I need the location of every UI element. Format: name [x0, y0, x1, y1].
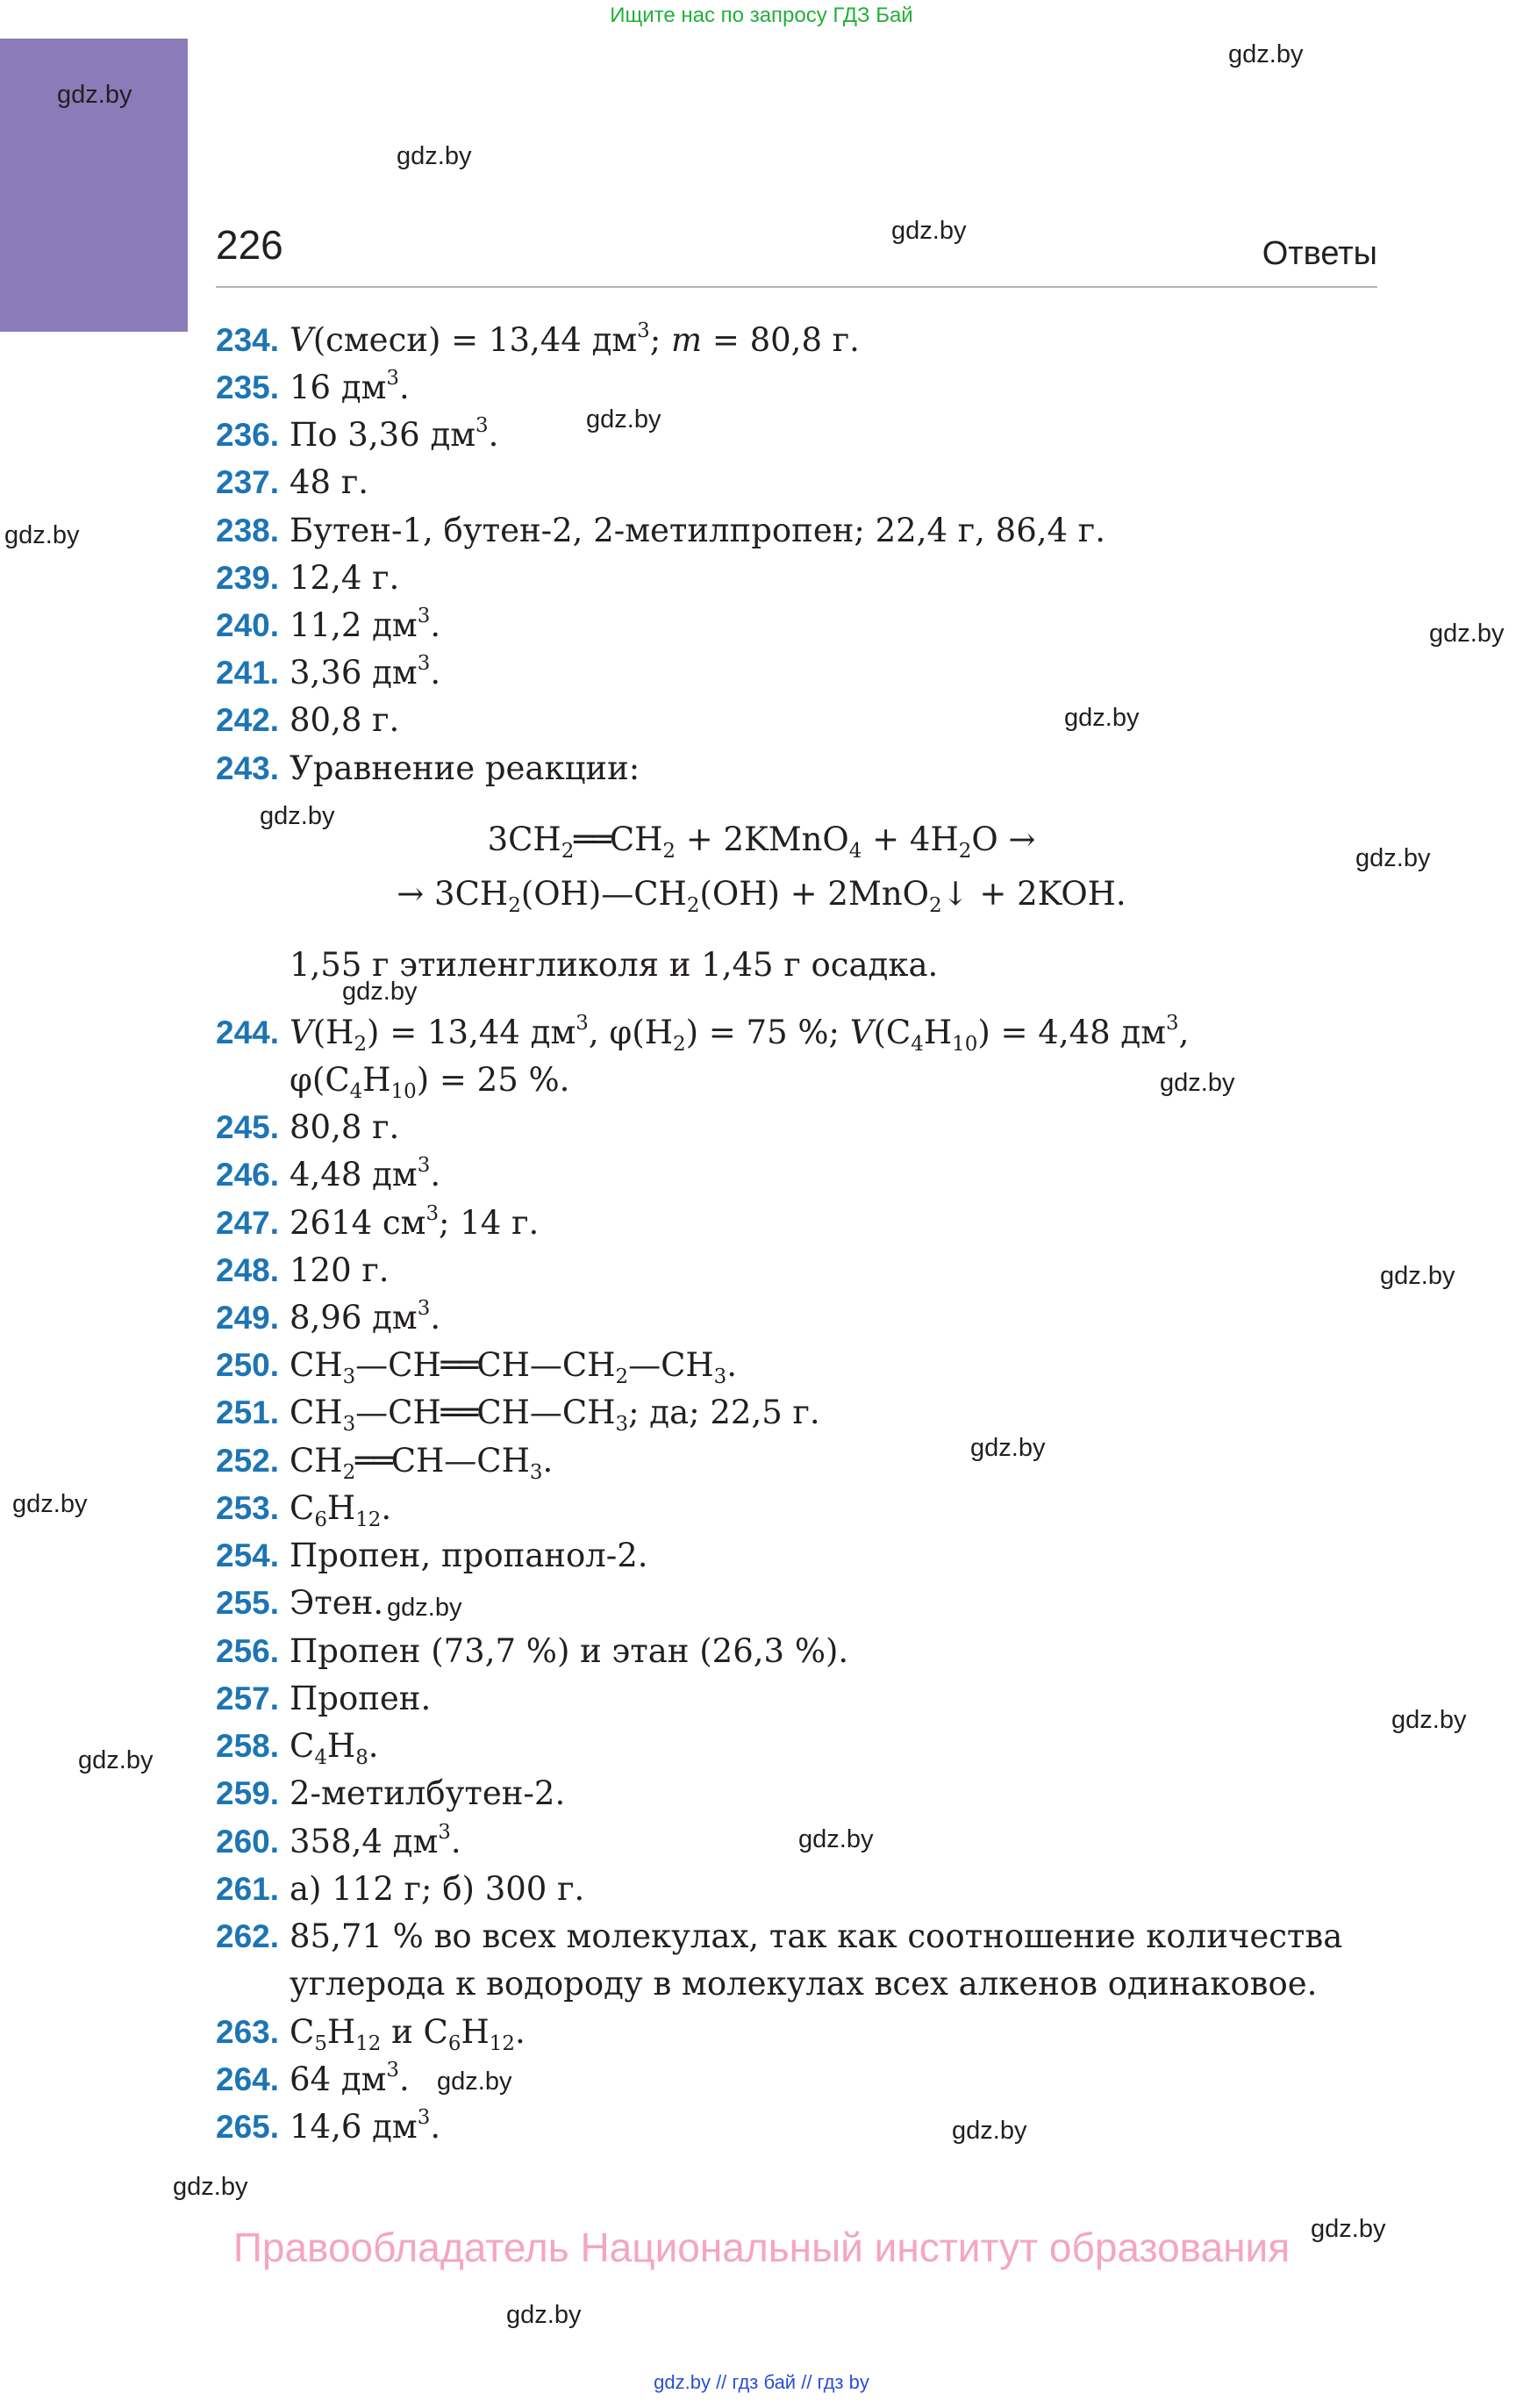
answer-246: 246. 4,48 $дм^3$.	[216, 1153, 441, 1193]
watermark: gdz.by	[586, 405, 661, 434]
answer-234: 234. V(смеси) = 13,44 $дм^3$; m = 80,8 г.	[216, 319, 860, 359]
answer-252: 252. $CH_2══CH—CH_3$.	[216, 1442, 554, 1485]
section-title: Ответы	[1262, 235, 1377, 272]
watermark: gdz.by	[260, 802, 335, 830]
answer-237: 237. 48 г.	[216, 463, 368, 501]
page-number: 226	[216, 222, 283, 268]
watermark: gdz.by	[342, 978, 418, 1006]
watermark: gdz.by	[798, 1825, 874, 1853]
watermark: gdz.by	[970, 1434, 1046, 1462]
answer-241: 241. 3,36 $дм^3$.	[216, 651, 441, 692]
answer-245: 245. 80,8 г.	[216, 1108, 400, 1146]
answer-265: 265. 14,6 $дм^3$.	[216, 2105, 441, 2146]
top-banner[interactable]: Ищите нас по запросу ГДЗ Бай	[610, 4, 913, 27]
watermark: gdz.by	[4, 521, 80, 549]
answer-240: 240. 11,2 $дм^3$.	[216, 604, 441, 644]
answer-242: 242. 80,8 г.	[216, 701, 400, 739]
watermark: gdz.by	[397, 142, 472, 170]
answer-244: 244. $V(H_2) = 13,44$ $дм^3$, $\varphi(H_2) = 75$ %; $V(C_4H_{10}) = 4,48$ $дм^3$,	[216, 1011, 1190, 1057]
watermark: gdz.by	[173, 2173, 248, 2201]
answer-260: 260. 358,4 $дм^3$.	[216, 1820, 461, 1860]
answer-258: 258. $C_4H_8$.	[216, 1727, 379, 1770]
answer-243: 243. Уравнение реакции:	[216, 749, 640, 787]
answer-263: 263. $C_5H_{12}$ и $C_6H_{12}$.	[216, 2013, 526, 2056]
watermark: gdz.by	[1160, 1069, 1235, 1097]
watermark: gdz.by	[57, 81, 132, 109]
watermark: gdz.by	[1228, 40, 1304, 68]
answer-244-cont: $\varphi(C_4H_{10}) = 25$ %.	[290, 1061, 570, 1104]
watermark: gdz.by	[506, 2301, 582, 2329]
watermark: gdz.by	[1064, 704, 1140, 732]
answer-251: 251. $CH_3—CH══CH—CH_3$; да; 22,5 г.	[216, 1394, 820, 1437]
watermark: gdz.by	[1311, 2215, 1386, 2243]
answer-257: 257. Пропен.	[216, 1680, 432, 1717]
answer-256: 256. Пропен (73,7 %) и этан (26,3 %).	[216, 1632, 849, 1670]
answer-247: 247. 2614 $см^3$; 14 г.	[216, 1201, 540, 1242]
answer-248: 248. 120 г.	[216, 1251, 390, 1289]
answer-259: 259. 2-метилбутен-2.	[216, 1774, 566, 1812]
answer-264: 264. 64 $дм^3$.	[216, 2058, 410, 2098]
watermark: gdz.by	[12, 1490, 88, 1518]
answer-238: 238. Бутен-1, бутен-2, 2-метилпропен; 22,4 г, 86,4 г.	[216, 512, 1105, 549]
answer-249: 249. 8,96 $дм^3$.	[216, 1296, 441, 1337]
answer-262: 262. 85,71 % во всех молекулах, так как соотношение количества	[216, 1917, 1343, 1955]
equation-line-2: → $3CH_2(OH)—CH_2(OH)$ + 2MnO$_2$↓ + 2KOH.	[397, 875, 1126, 918]
watermark: gdz.by	[1355, 844, 1431, 872]
watermark: gdz.by	[952, 2117, 1027, 2145]
equation-line-1: $3CH_2══CH_2$ + 2KMnO$_4$ + $4H_2O$ →	[487, 821, 1036, 864]
watermark: gdz.by	[1429, 620, 1505, 648]
answer-250: 250. $CH_3—CH══CH—CH_2—CH_3$.	[216, 1346, 737, 1389]
watermark: gdz.by	[437, 2068, 512, 2096]
answer-261: 261. а) 112 г; б) 300 г.	[216, 1870, 585, 1908]
answer-255: 255. Этен.	[216, 1584, 384, 1622]
answer-243-result: 1,55 г этиленгликоля и 1,45 г осадка.	[290, 946, 939, 984]
watermark: gdz.by	[1391, 1706, 1467, 1734]
watermark: gdz.by	[1380, 1262, 1455, 1290]
answer-253: 253. $C_6H_{12}$.	[216, 1489, 392, 1532]
copyright-notice: Правообладатель Национальный институт образования	[232, 2225, 1291, 2270]
answer-254: 254. Пропен, пропанол-2.	[216, 1537, 648, 1574]
watermark: gdz.by	[78, 1746, 154, 1774]
watermark: gdz.by	[891, 217, 967, 245]
watermark: gdz.by	[387, 1594, 462, 1622]
answer-239: 239. 12,4 г.	[216, 559, 400, 597]
answer-262-cont: углерода к водороду в молекулах всех алкенов одинаковое.	[290, 1965, 1318, 2003]
footer-links[interactable]: gdz.by // гдз бай // гдз by	[654, 2371, 869, 2393]
answer-236: 236. По 3,36 $дм^3$.	[216, 413, 499, 454]
answer-235: 235. 16 $дм^3$.	[216, 366, 410, 406]
